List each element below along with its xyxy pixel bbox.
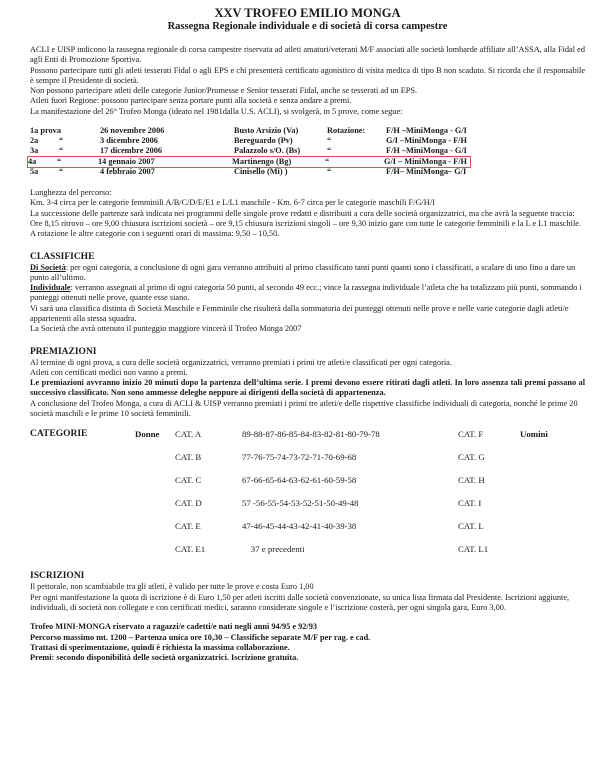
race-place: Bereguardo (Pv) <box>234 136 293 146</box>
race-date: 3 dicembre 2006 <box>100 136 158 146</box>
classifica-societa <box>30 263 585 284</box>
classifica-text: : per ogni categoria, a conclusione di ogni gara verranno attribuiti al primo classificato tanti punti quanti sono i classificati, a scalare di uno fino a dare un punto all’ultimo. <box>30 262 576 282</box>
categories-table <box>30 429 585 567</box>
classifica-label: Individuale <box>30 283 71 293</box>
course-paragraph: Lunghezza del percorso: <box>30 188 112 198</box>
race-ditto: “ <box>59 166 64 176</box>
classifiche-section <box>30 263 585 335</box>
men-category: CAT. F <box>458 429 484 440</box>
women-category: CAT. E1 <box>175 544 206 555</box>
intro-section <box>30 45 585 117</box>
men-category: CAT. L <box>458 521 484 532</box>
category-row <box>30 498 585 521</box>
birth-years: 67-66-65-64-63-62-61-60-59-58 <box>242 475 357 486</box>
women-category: CAT. C <box>175 475 202 486</box>
race-number: 2a <box>30 136 39 146</box>
race-ditto: “ <box>59 146 64 156</box>
race-date: 4 febbraio 2007 <box>100 166 155 176</box>
race-categories: G/I –MiniMonga - F/H <box>386 136 467 146</box>
premiazioni-section <box>30 358 585 420</box>
race-place: Cinisello (Mi) ) <box>234 166 288 176</box>
course-paragraph: La successione delle partenze sarà indicata nei programmi delle singole prove redatti e distribuiti a cura delle società organizzatrici, ma che avrà la seguente traccia: <box>30 208 575 218</box>
classifica-label: Di Società <box>30 262 66 272</box>
race-date: 17 dicembre 2006 <box>100 146 163 156</box>
birth-years: 77-76-75-74-73-72-71-70-69-68 <box>242 452 357 463</box>
race-rotation: “ <box>327 136 332 146</box>
race-categories: G/I – MiniMonga - F/H <box>384 156 467 166</box>
classifica-paragraph: Vi sarà una classifica distinta di Società Maschile e Femminile che risulterà dalla sommatoria dei punteggi ottenuti nelle prove e nelle varie categorie dagli atleti/e appartenenti alla stessa squadra. <box>30 303 569 323</box>
premiazioni-paragraph: A conclusione del Trofeo Monga, a cura di ACLI & UISP verranno premiati i primi tre atleti/e delle rispettive classifiche individuali di categoria, nonché le prime 20 società maschili e le prime 10 società femminili. <box>30 398 578 419</box>
document-subtitle: Rassegna Regionale individuale e di società di corsa campestre <box>167 21 448 32</box>
iscrizioni-paragraph: Per ogni manifestazione la quota di iscrizione è di Euro 1,50 per atleti iscritti dalle società convenzionate, su unica lista firmata dal Presidente. Iscrizioni aggiunte, individuali, di società non collegate e con certificati medici, saranno considerate singole e l’iscrizione costerà, per ogni singola gara, Euro 3,00. <box>30 592 570 612</box>
men-category: CAT. G <box>458 452 485 463</box>
classifiche-heading: CLASSIFICHE <box>30 251 95 262</box>
birth-years: 47-46-45-44-43-42-41-40-39-38 <box>242 521 357 532</box>
race-row <box>30 136 585 146</box>
men-category: CAT. I <box>458 498 482 509</box>
race-place: Busto Arsizio (Va) <box>234 126 299 136</box>
race-number: 1a prova <box>30 126 61 136</box>
men-category: CAT. H <box>458 475 485 486</box>
premiazioni-paragraph: Al termine di ogni prova, a cura delle società organizzatrici, verranno premiati i primi tre atleti/e classificati per ogni categoria. <box>30 357 452 367</box>
premiazioni-bold-paragraph: Le premiazioni avvranno inizio 20 minuti dopo la partenza dell’ultima serie. I premi devono essere ritirati dagli atleti. In loro assenza tali premi passano al successivo classificato. Non sono ammesse deleghe neppure ai dirigenti della società di appartenenza. <box>30 378 585 398</box>
race-rotation: “ <box>327 146 332 156</box>
men-label: Uomini <box>520 429 548 440</box>
intro-paragraph: Possono partecipare tutti gli atleti tesserati Fidal o agli EPS e chi presenterà certificato agonistico di visita medica di tipo B non scaduto. Si ricorda che il responsabile è sempre il Presidente di società. <box>30 65 585 85</box>
classifica-individuale <box>30 283 585 304</box>
race-ditto: “ <box>57 156 62 166</box>
minimonga-line: Percorso massimo mt. 1200 – Partenza unica ore 10,30 – Classifiche separate M/F per rag. e cad. <box>30 632 371 642</box>
race-ditto: “ <box>59 136 64 146</box>
document-page <box>30 6 585 663</box>
race-date: 26 novembre 2006 <box>100 126 165 136</box>
race-place: Palazzolo s/O. (Bs) <box>234 146 301 156</box>
minimonga-section <box>30 622 585 663</box>
intro-paragraph: Atleti fuori Regione: possono partecipare senza portare punti alla società e senza andare a premi. <box>30 96 352 106</box>
category-row <box>30 429 585 452</box>
premiazioni-heading: PREMIAZIONI <box>30 346 97 357</box>
birth-years: 57 -56-55-54-53-52-51-50-49-48 <box>242 498 359 509</box>
iscrizioni-paragraph: Il pettorale, non scambiabile tra gli atleti, è valido per tutte le prove e costa Euro 1,00 <box>30 582 314 592</box>
race-categories: F/H –MiniMonga - G/I <box>386 146 467 156</box>
intro-paragraph: ACLI e UISP indicono la rassegna regionale di corsa campestre riservata ad atleti amatori/veterani M/F associati alle società lombarde affiliate all’ASSA, alla Fidal ed agli Enti di Promozione Sportiva. <box>30 45 585 65</box>
race-rotation: “ <box>327 166 332 176</box>
birth-years: 37 e precedenti <box>242 544 305 555</box>
iscrizioni-section <box>30 582 585 613</box>
category-row <box>30 452 585 475</box>
classifica-text: : verranno assegnati al primo di ogni categoria 50 punti, al secondo 49 ecc.; vince la rassegna individuale l’atleta che ha totalizzato più punti, sommando i punteggi ottenuti nelle prove, quante esse siano. <box>30 283 582 303</box>
race-rotation: “ <box>325 156 330 166</box>
classifica-paragraph: La Società che avrà ottenuto il punteggio maggiore vincerà il Trofeo Monga 2007 <box>30 324 302 334</box>
women-category: CAT. E <box>175 521 201 532</box>
minimonga-line: Trofeo MINI-MONGA riservato a ragazzi/e cadetti/e nati negli anni 94/95 e 92/93 <box>30 622 318 632</box>
women-label: Donne <box>135 429 160 440</box>
birth-years: 89-88-87-86-85-84-83-82-81-80-79-78 <box>242 429 380 440</box>
race-number: 3a <box>30 146 39 156</box>
race-row <box>30 167 585 177</box>
race-number: 4a <box>28 156 37 166</box>
race-place: Martinengo (Bg) <box>232 156 292 166</box>
categories-heading: CATEGORIE <box>30 429 88 440</box>
minimonga-line: Premi: secondo disponibilità delle società organizzatrici. Iscrizione gratuita. <box>30 653 299 663</box>
course-paragraph: Ore 8,15 ritrovo – ore 9,00 chiusura iscrizioni società – ore 9,15 chiusura iscrizioni singoli – ore 9,30 inizio gare con tutte le categorie femminili e la L e L1 maschile. A rotazione le altre categorie con i seguenti orari di massima: 9,50 – 10,50. <box>30 218 582 239</box>
race-schedule <box>30 126 585 177</box>
women-category: CAT. B <box>175 452 202 463</box>
race-row <box>30 146 585 156</box>
intro-paragraph: La manifestazione del 26° Trofeo Monga (ideato nel 1981dalla U.S. ACLI), si svolgerà, in 5 prove, come segue: <box>30 106 403 116</box>
men-category: CAT. L1 <box>458 544 489 555</box>
race-categories: F/H– MiniMonga– G/I <box>386 166 467 176</box>
minimonga-line: Trattasi di sperimentazione, quindi è richiesta la massima collaborazione. <box>30 642 290 652</box>
women-category: CAT. A <box>175 429 202 440</box>
intro-paragraph: Non possono partecipare atleti delle categorie Junior/Promesse e Senior tesserati Fidal, anche se tesserati ad un EPS. <box>30 86 418 96</box>
course-section <box>30 188 585 239</box>
race-row <box>30 126 585 136</box>
premiazioni-paragraph: Atleti con certificati medici non vanno a premi. <box>30 367 188 377</box>
category-row <box>30 544 585 567</box>
category-row <box>30 521 585 544</box>
course-paragraph: Km. 3-4 circa per le categorie femminili A/B/C/D/E/E1 e L/L1 maschile - Km. 6-7 circa per le categorie maschili F/G/H/I <box>30 198 435 208</box>
document-title: XXV TROFEO EMILIO MONGA <box>214 6 401 20</box>
category-row <box>30 475 585 498</box>
race-rotation: Rotazione: <box>327 126 366 136</box>
race-date: 14 gennaio 2007 <box>98 156 155 166</box>
iscrizioni-heading: ISCRIZIONI <box>30 571 85 582</box>
race-row-highlighted <box>28 157 470 167</box>
race-categories: F/H –MiniMonga - G/I <box>386 126 467 136</box>
race-number: 5a <box>30 166 39 176</box>
women-category: CAT. D <box>175 498 202 509</box>
